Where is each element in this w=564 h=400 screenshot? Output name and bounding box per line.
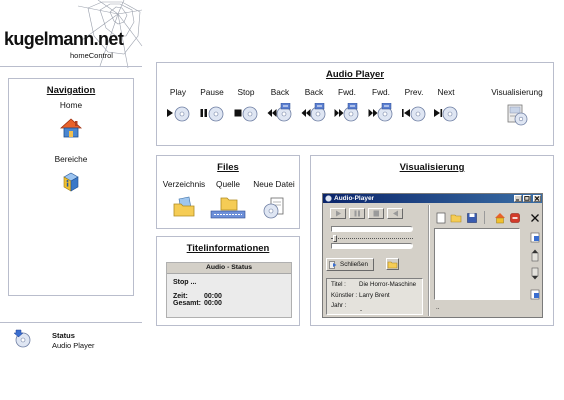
pause-icon — [199, 103, 225, 123]
nav-item-home-label: Home — [59, 100, 83, 110]
window-back-button[interactable] — [387, 208, 403, 219]
forward-button-1[interactable] — [330, 86, 364, 123]
toolbar-separator — [484, 211, 485, 224]
files-item-quelle[interactable] — [206, 178, 250, 220]
previous-button[interactable] — [397, 86, 431, 123]
playback-state: Stop ... — [173, 279, 197, 286]
pause-icon — [350, 209, 364, 218]
total-value: 00:00 — [204, 300, 222, 307]
new-file-icon — [262, 196, 286, 220]
minimize-icon — [515, 196, 521, 201]
forward-label-2: Fwd. — [372, 87, 390, 97]
previous-icon — [401, 103, 427, 123]
files-item-verzeichnis[interactable] — [160, 178, 208, 218]
forward-button-2[interactable] — [364, 86, 398, 123]
files-item-neue-datei-label: Neue Datei — [253, 179, 295, 189]
stop-label: Stop — [237, 87, 255, 97]
move-down-icon[interactable] — [529, 267, 541, 280]
window-minimize-button[interactable] — [514, 195, 522, 202]
move-up-icon[interactable] — [529, 249, 541, 262]
source-folder-icon — [209, 196, 247, 220]
pause-label: Pause — [200, 87, 224, 97]
stop-button[interactable] — [229, 86, 263, 123]
close-icon — [534, 196, 540, 201]
logo-divider — [0, 66, 142, 67]
exit-icon — [329, 261, 337, 269]
time-label: Zeit: — [173, 293, 188, 300]
window-app-icon — [325, 195, 332, 202]
window-pause-button[interactable] — [349, 208, 365, 219]
next-icon — [433, 103, 459, 123]
folder-icon — [172, 196, 196, 218]
window-title: Audio-Player — [334, 195, 375, 202]
window-open-folder-button[interactable] — [386, 258, 399, 270]
visualization-icon — [505, 103, 529, 127]
slider-tick-track — [331, 238, 413, 239]
forward-icon — [334, 103, 360, 123]
track-title-label: Titel : — [331, 281, 346, 288]
previous-label: Prev. — [404, 87, 424, 97]
visualization-button[interactable] — [487, 86, 547, 127]
audio-status-header: Audio - Status — [167, 263, 291, 274]
nav-item-home[interactable] — [41, 99, 101, 139]
files-item-verzeichnis-label: Verzeichnis — [162, 179, 206, 189]
playlist-home-icon[interactable] — [494, 212, 506, 224]
files-item-neue-datei[interactable] — [250, 178, 298, 220]
track-year-value: - — [360, 307, 363, 314]
navigation-title: Navigation — [46, 85, 96, 96]
brand-name: kugelmann.net — [4, 29, 124, 49]
save-playlist-icon[interactable] — [466, 212, 478, 224]
position-slider[interactable] — [331, 226, 413, 232]
volume-slider-thumb[interactable] — [333, 235, 337, 242]
play-icon — [331, 209, 345, 218]
audio-status-box — [166, 262, 292, 318]
play-button[interactable] — [161, 86, 195, 123]
time-value: 00:00 — [204, 293, 222, 300]
folder-icon — [387, 259, 398, 269]
track-artist-value: Larry Brent — [359, 292, 390, 299]
next-label: Next — [437, 87, 455, 97]
window-close-text-button[interactable] — [326, 258, 374, 271]
status-value: Audio Player — [52, 341, 95, 350]
close-button-label: Schließen — [340, 261, 369, 268]
delete-playlist-icon[interactable] — [509, 212, 521, 224]
add-folder-icon[interactable] — [529, 288, 541, 301]
window-play-button[interactable] — [330, 208, 346, 219]
track-year-label: Jahr : — [331, 302, 347, 309]
status-divider — [0, 322, 142, 323]
window-maximize-button[interactable] — [523, 195, 531, 202]
back-icon — [388, 209, 402, 218]
back-label-1: Back — [270, 87, 290, 97]
back-label-2: Back — [304, 87, 324, 97]
play-icon — [165, 103, 191, 123]
house-icon — [60, 117, 82, 139]
volume-slider[interactable] — [331, 243, 413, 249]
back-button-2[interactable] — [297, 86, 331, 123]
forward-icon — [368, 103, 394, 123]
forward-label-1: Fwd. — [338, 87, 356, 97]
files-item-quelle-label: Quelle — [216, 179, 240, 189]
next-button[interactable] — [429, 86, 463, 123]
info-box-icon — [61, 171, 81, 193]
play-label: Play — [169, 87, 187, 97]
total-label: Gesamt: — [173, 300, 202, 307]
track-title-value: Die Horror-Maschine — [359, 281, 417, 288]
nav-item-bereiche-label: Bereiche — [54, 154, 88, 164]
audio-player-title: Audio Player — [325, 69, 385, 80]
remove-icon[interactable] — [529, 212, 541, 224]
window-status-text: .. — [436, 304, 440, 311]
playlist-listbox[interactable] — [434, 228, 520, 300]
back-icon — [267, 103, 293, 123]
open-playlist-icon[interactable] — [450, 212, 462, 224]
back-icon — [301, 103, 327, 123]
brand-subtitle: homeControl — [70, 51, 113, 60]
audio-disc-icon — [13, 329, 33, 349]
visualization-panel-title: Visualisierung — [399, 162, 465, 173]
files-title: Files — [217, 162, 239, 173]
title-info-title: Titelinformationen — [186, 243, 270, 254]
track-artist-label: Künstler : — [331, 292, 358, 299]
nav-item-bereiche[interactable] — [41, 153, 101, 193]
visualization-label: Visualisierung — [491, 87, 543, 97]
maximize-icon — [524, 196, 530, 201]
window-stop-button[interactable] — [368, 208, 384, 219]
new-playlist-icon[interactable] — [435, 212, 447, 224]
window-splitter — [428, 205, 430, 316]
pause-button[interactable] — [195, 86, 229, 123]
stop-icon — [233, 103, 259, 123]
stop-icon — [369, 209, 383, 218]
window-close-button[interactable] — [533, 195, 541, 202]
status-label: Status — [52, 331, 75, 340]
back-button-1[interactable] — [263, 86, 297, 123]
add-track-icon[interactable] — [529, 231, 541, 244]
